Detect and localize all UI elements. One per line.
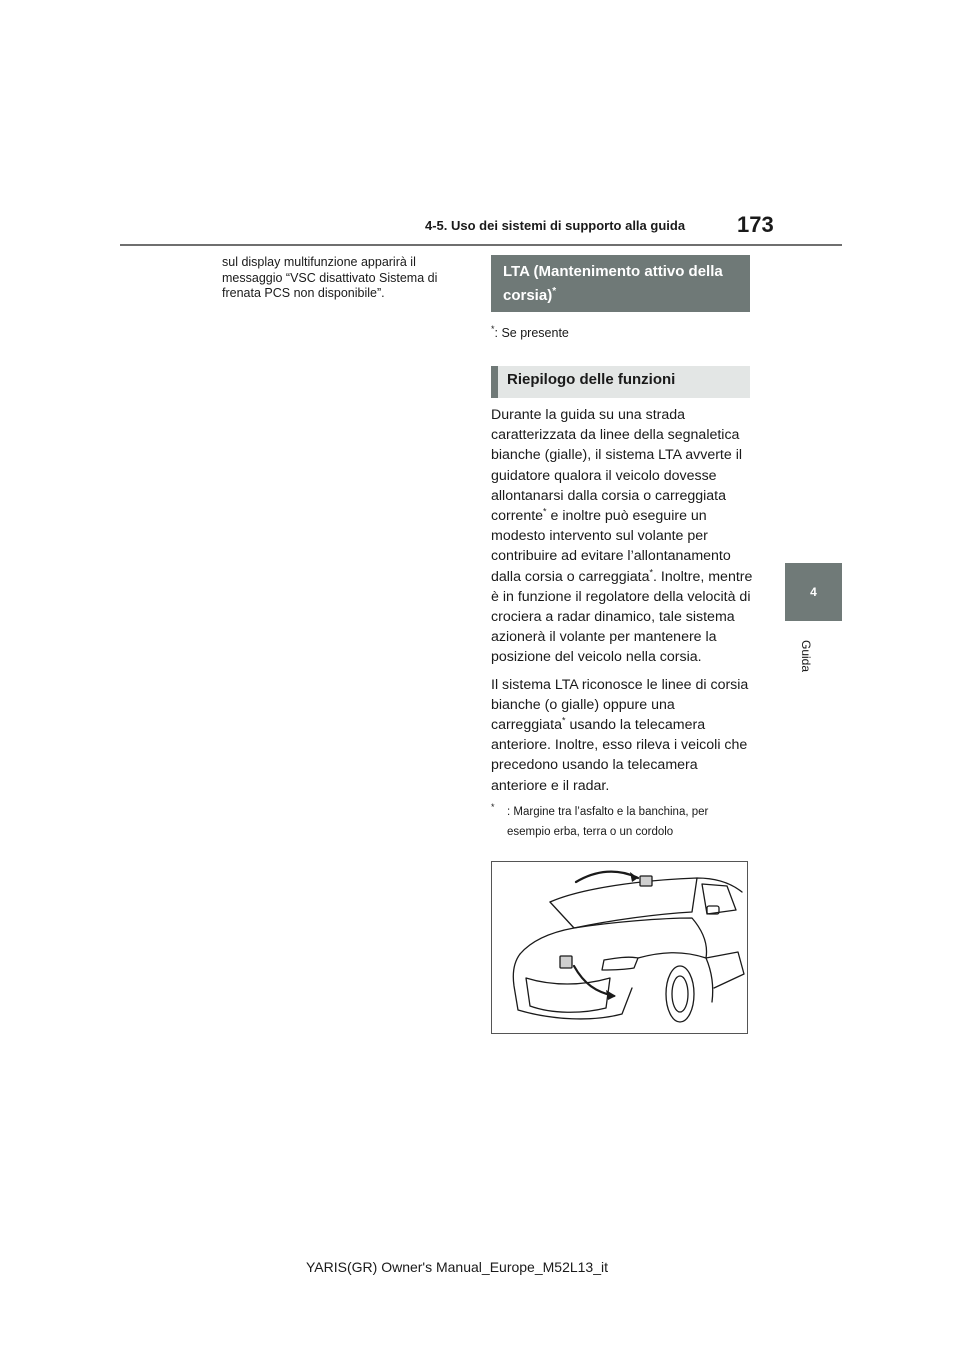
chapter-label: Guida [799, 640, 813, 673]
availability-note [491, 324, 750, 340]
chapter-number: 4 [810, 585, 817, 599]
grille [526, 978, 610, 1012]
arrow-to-camera [576, 872, 638, 882]
windshield [550, 878, 697, 928]
section-title: LTA (Mantenimento attivo della corsia) [503, 263, 723, 304]
subsection-title: Riepilogo delle funzioni [507, 371, 676, 388]
car-camera-illustration [491, 861, 748, 1034]
fender [638, 953, 713, 1002]
body-text [491, 405, 753, 842]
front-wheel [666, 966, 694, 1022]
body-footnote [491, 802, 753, 842]
car-illustration-svg [492, 862, 748, 1034]
header-divider [120, 244, 842, 246]
body-paragraph-1 [491, 405, 753, 668]
page-number: 173 [737, 212, 774, 237]
camera-unit [640, 876, 652, 886]
p1-mark-2: * [649, 566, 654, 577]
p1-mark-1: * [543, 506, 547, 517]
header-section-title: 4-5. Uso dei sistemi di supporto alla guida [425, 218, 686, 233]
headlight [602, 957, 638, 970]
section-title-mark: * [552, 286, 557, 297]
availability-text: : Se presente [494, 326, 569, 341]
p1-part-a: Durante la guida su una strada caratterizzata da linee della segnaletica bianche (gialle), il sistema LTA avverte il guidatore qualora il veicolo dovesse allontanarsi dalla corsia o carreggiata corrente [491, 407, 743, 525]
availability-mark: * [491, 324, 495, 334]
section-banner [491, 255, 750, 312]
p1-part-b: e inoltre può eseguire un modesto intervento sul volante per contribuire ad evitare l’allontanamento dalla corsia o carreggiata [491, 508, 731, 585]
chapter-tab [785, 563, 842, 621]
p1-part-c: . Inoltre, mentre è in funzione il regolatore della velocità di crociera a radar dinamico, tale sistema azionerà il volante per mantenere la posizione del veicolo nella corsia. [491, 568, 753, 666]
continued-paragraph: sul display multifunzione apparirà il messaggio “VSC disattivato Sistema di frenata PCS non disponibile”. [222, 255, 438, 300]
radar-sensor [560, 956, 572, 968]
body-paragraph-2 [491, 675, 753, 796]
p2-part-b: usando la telecamera anteriore. Inoltre, esso rileva i veicoli che precedono usando la telecamera anteriore e il radar. [491, 717, 748, 794]
body-footnote-text: : Margine tra l’asfalto e la banchina, per esempio erba, terra o un cordolo [507, 805, 709, 838]
subsection-banner [491, 366, 750, 398]
p2-part-a: Il sistema LTA riconosce le linee di corsia bianche (o gialle) oppure una carreggiata [491, 676, 749, 734]
p2-mark: * [561, 715, 566, 726]
wheel-hub [672, 976, 688, 1012]
hood [520, 918, 706, 958]
footer-manual-id: YARIS(GR) Owner's Manual_Europe_M52L13_it [306, 1259, 608, 1275]
body-footnote-mark: * [491, 802, 495, 813]
